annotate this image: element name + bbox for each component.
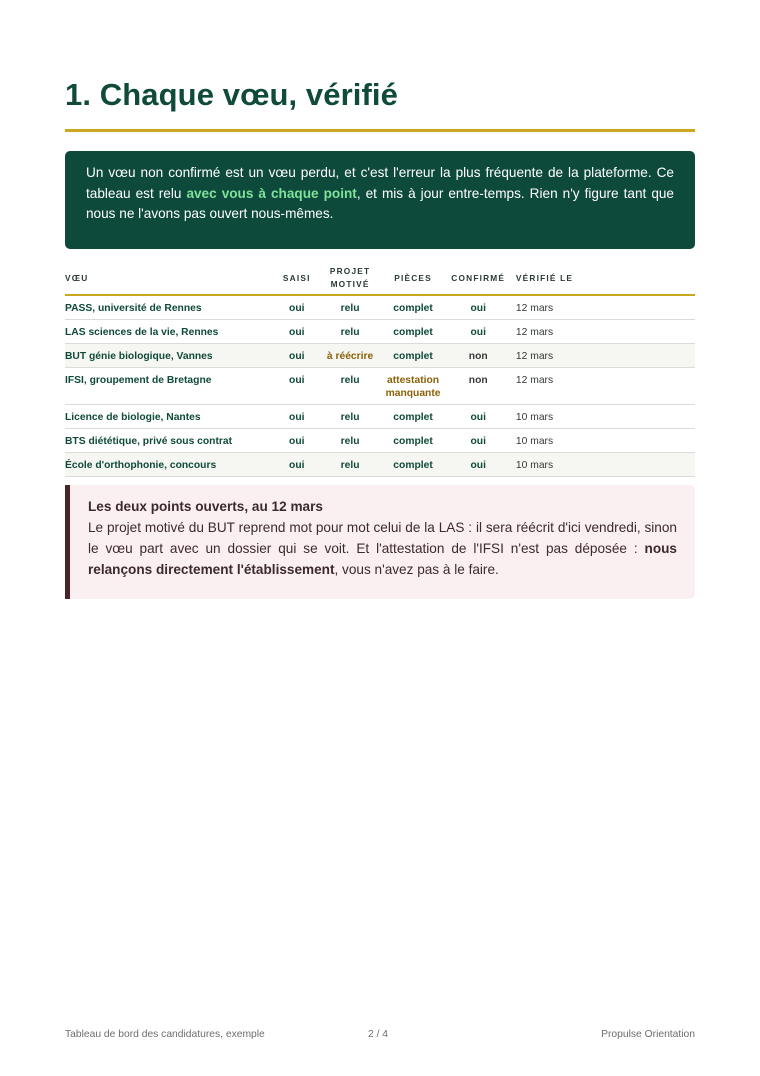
- page-title: 1. Chaque vœu, vérifié: [65, 77, 398, 112]
- cell-pieces: complet: [384, 320, 443, 344]
- cell-saisi: oui: [277, 429, 317, 453]
- cell-confirme: non: [443, 368, 514, 405]
- cell-confirme: oui: [443, 453, 514, 477]
- cell-projet: relu: [317, 295, 384, 320]
- cell-voeu: BTS diététique, privé sous contrat: [65, 429, 277, 453]
- intro-highlight: avec vous à chaque point: [186, 185, 357, 201]
- cell-projet: relu: [317, 320, 384, 344]
- intro-text-before: Un vœu non confirmé est un vœu perdu, et c'est l'erreur la plus fréquente de la plateforme. Ce tableau est relu: [86, 165, 674, 201]
- cell-pieces-line2: manquante: [385, 388, 441, 399]
- table-header-row: [65, 262, 695, 295]
- note-strong: nous relançons directement l'établissement: [88, 541, 677, 577]
- cell-voeu: IFSI, groupement de Bretagne: [65, 368, 277, 405]
- intro-text-after: , et mis à jour entre-temps. Rien n'y figure tant que nous ne l'avons pas ouvert nous-mêmes.: [86, 185, 674, 222]
- header-saisi: SAISI: [277, 262, 317, 295]
- cell-pieces: complet: [384, 344, 443, 368]
- table-row: [65, 368, 695, 405]
- table-row: [65, 320, 695, 344]
- cell-voeu: LAS sciences de la vie, Rennes: [65, 320, 277, 344]
- cell-confirme: oui: [443, 429, 514, 453]
- cell-pieces: complet: [384, 405, 443, 429]
- cell-saisi: oui: [277, 453, 317, 477]
- cell-verifie: 12 mars: [514, 344, 695, 368]
- table-row: [65, 344, 695, 368]
- cell-saisi: oui: [277, 368, 317, 405]
- cell-verifie: 10 mars: [514, 429, 695, 453]
- footer-document-title: Tableau de bord des candidatures, exemple: [65, 1029, 265, 1040]
- note-body: [88, 517, 677, 580]
- cell-saisi: oui: [277, 295, 317, 320]
- cell-verifie: 10 mars: [514, 405, 695, 429]
- cell-saisi: oui: [277, 320, 317, 344]
- cell-voeu: PASS, université de Rennes: [65, 295, 277, 320]
- cell-voeu: Licence de biologie, Nantes: [65, 405, 277, 429]
- cell-projet: relu: [317, 405, 384, 429]
- title-divider: [65, 129, 695, 132]
- cell-confirme: oui: [443, 295, 514, 320]
- cell-verifie: 12 mars: [514, 320, 695, 344]
- cell-verifie: 12 mars: [514, 368, 695, 405]
- note-text-after: , vous n'avez pas à le faire.: [334, 562, 499, 577]
- cell-voeu: École d'orthophonie, concours: [65, 453, 277, 477]
- intro-callout: [65, 151, 695, 249]
- cell-projet: relu: [317, 429, 384, 453]
- open-points-note: [65, 485, 695, 599]
- cell-pieces: complet: [384, 453, 443, 477]
- cell-projet: relu: [317, 368, 384, 405]
- cell-voeu: BUT génie biologique, Vannes: [65, 344, 277, 368]
- cell-projet: à réécrire: [317, 344, 384, 368]
- cell-saisi: oui: [277, 344, 317, 368]
- table-row: [65, 295, 695, 320]
- cell-pieces: complet: [384, 429, 443, 453]
- header-projet-line2: MOTIVÉ: [330, 279, 370, 289]
- header-confirme: CONFIRMÉ: [443, 262, 514, 295]
- header-pieces: PIÈCES: [384, 262, 443, 295]
- header-projet-line1: PROJET: [329, 266, 371, 276]
- cell-confirme: oui: [443, 320, 514, 344]
- table-row: [65, 453, 695, 477]
- header-voeu: VŒU: [65, 262, 277, 295]
- cell-verifie: 10 mars: [514, 453, 695, 477]
- cell-pieces: [384, 368, 443, 405]
- header-verifie: VÉRIFIÉ LE: [514, 262, 695, 295]
- table-row: [65, 405, 695, 429]
- note-text-before: Le projet motivé du BUT reprend mot pour mot celui de la LAS : il sera réécrit d'ici vendredi, sinon le vœu part avec un dossier qui se voit. Et l'attestation de l'IFSI n'est pas déposée :: [88, 520, 677, 556]
- cell-pieces: complet: [384, 295, 443, 320]
- note-title: Les deux points ouverts, au 12 mars: [88, 499, 323, 514]
- cell-pieces-line1: attestation: [387, 375, 440, 386]
- cell-saisi: oui: [277, 405, 317, 429]
- header-projet-motive: [317, 262, 384, 295]
- cell-verifie: 12 mars: [514, 295, 695, 320]
- voeux-table: [65, 262, 695, 477]
- footer-brand: Propulse Orientation: [601, 1029, 695, 1040]
- cell-confirme: oui: [443, 405, 514, 429]
- footer-page-number: 2 / 4: [368, 1029, 389, 1040]
- cell-projet: relu: [317, 453, 384, 477]
- table-row: [65, 429, 695, 453]
- cell-confirme: non: [443, 344, 514, 368]
